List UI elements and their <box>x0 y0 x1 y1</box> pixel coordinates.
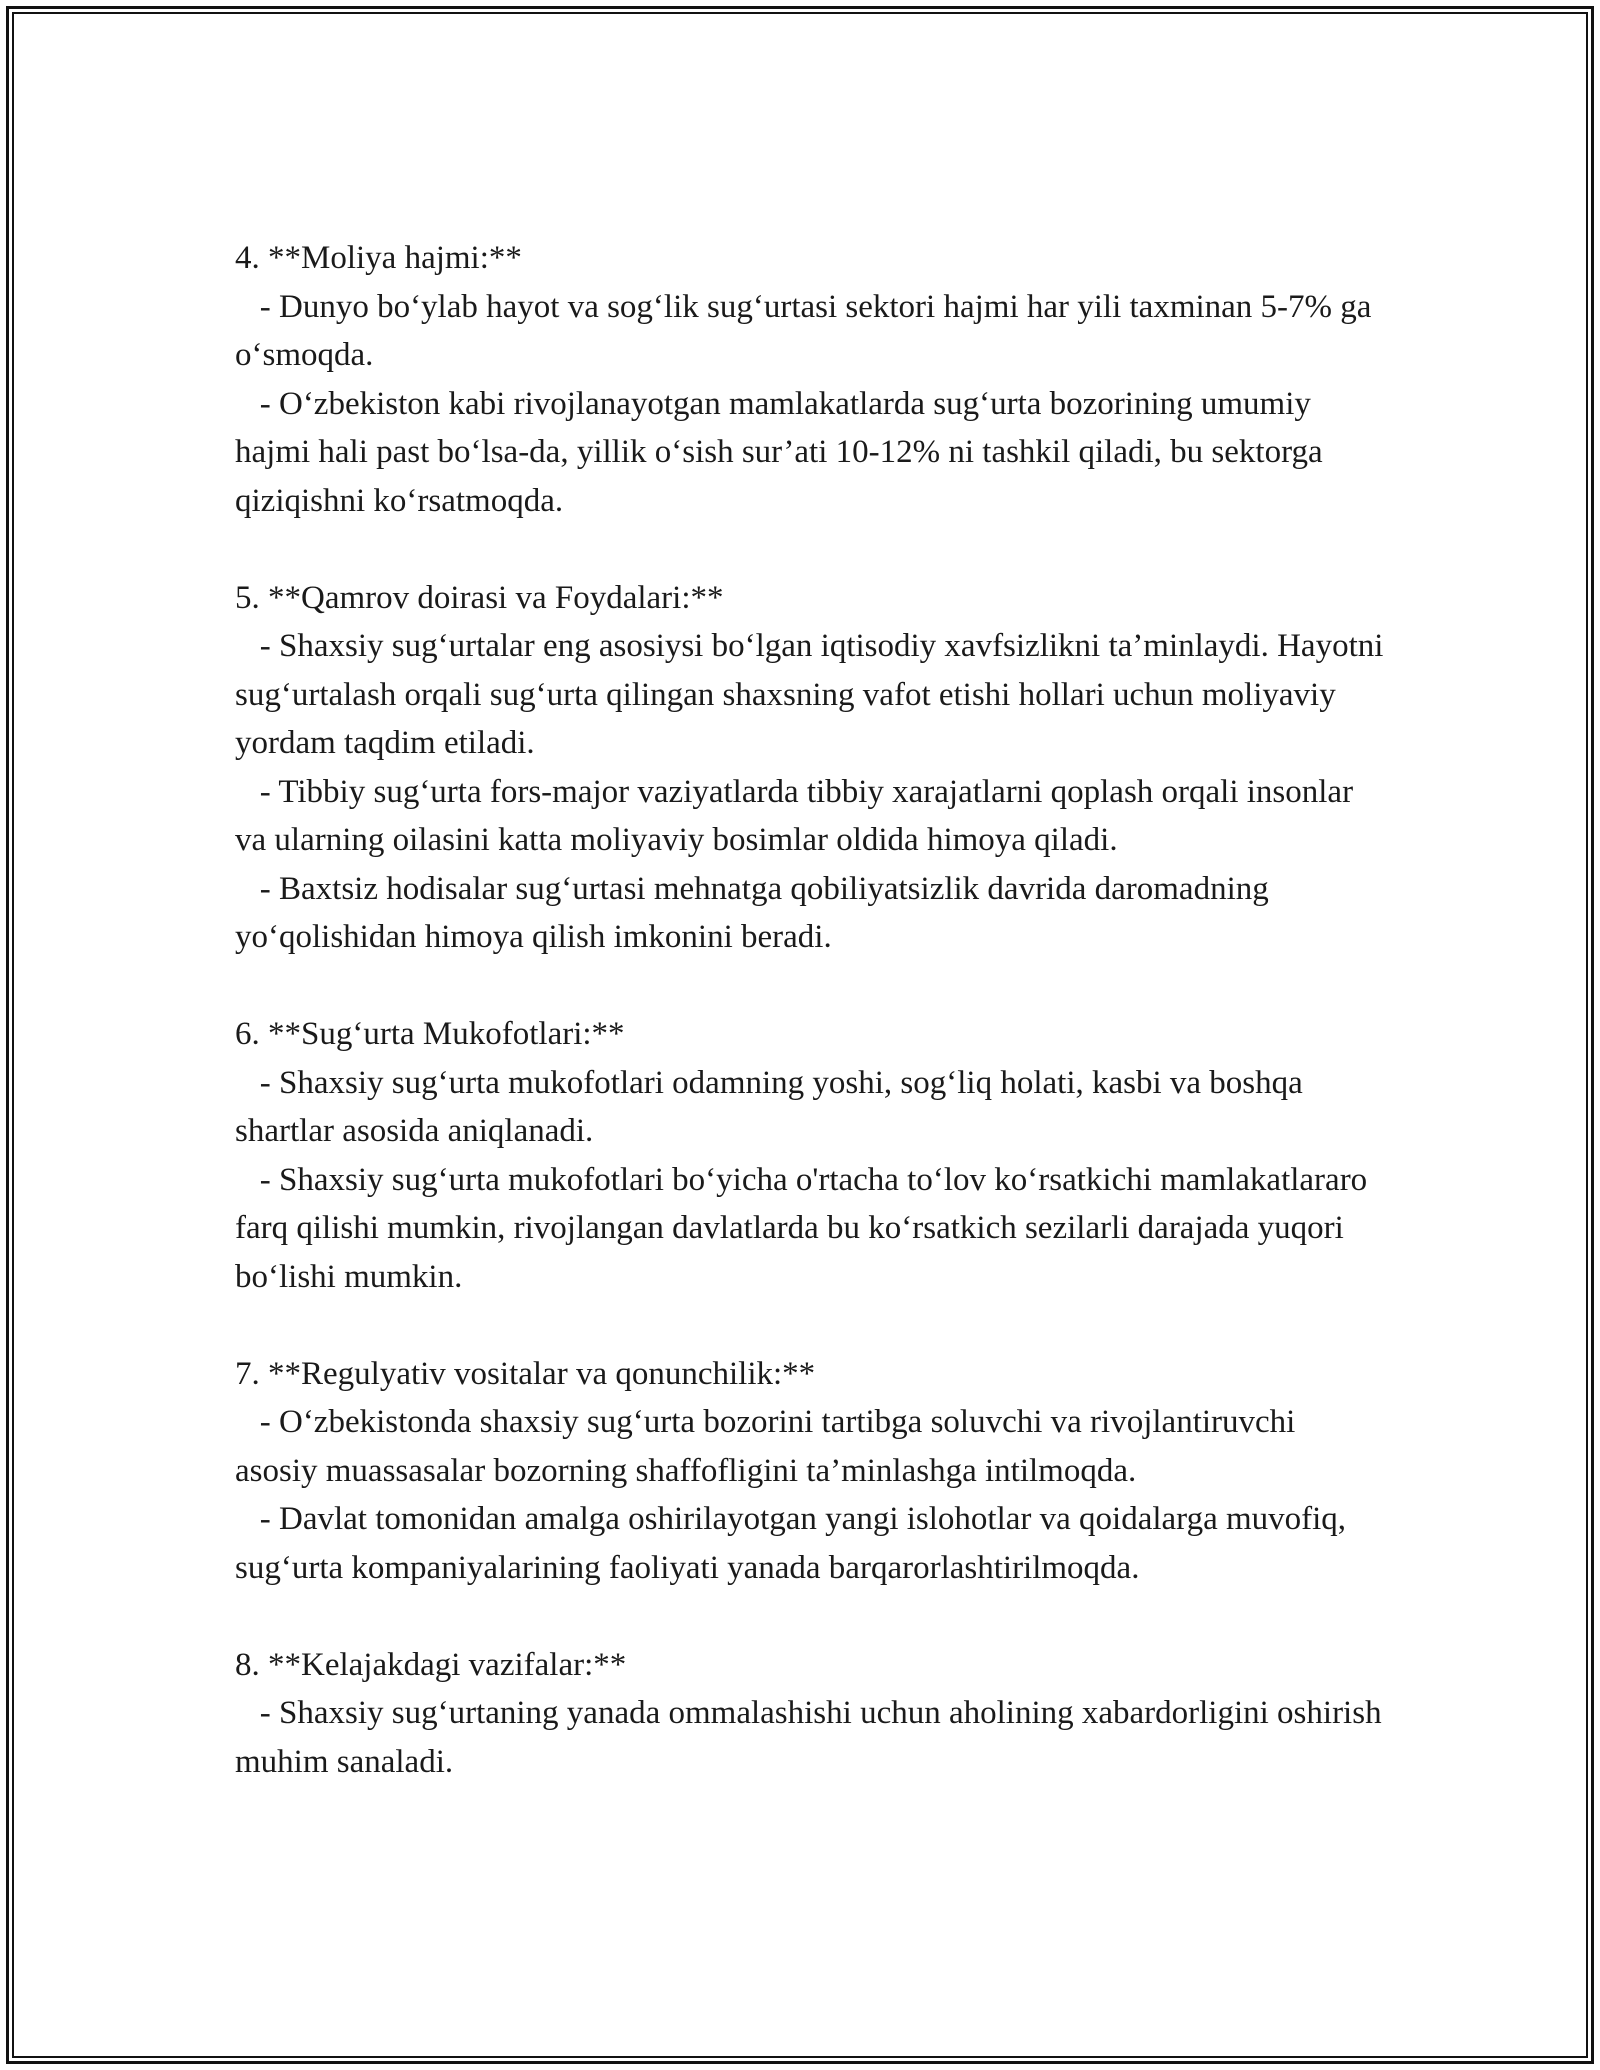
bullet-paragraph: - Shaxsiy sug‘urta mukofotlari odamning yoshi, sog‘liq holati, kasbi va boshqa shartlar asosida aniqlanadi. <box>235 1064 1312 1149</box>
bullet-paragraph: - Shaxsiy sug‘urta mukofotlari bo‘yicha o'rtacha to‘lov ko‘rsatkichi mamlakatlararo farq qilishi mumkin, rivojlangan davlatlarda bu ko‘rsatkich sezilarli darajada yuqori bo‘lishi mumkin. <box>235 1161 1376 1295</box>
bullet-paragraph: - Baxtsiz hodisalar sug‘urtasi mehnatga qobiliyatsizlik davrida daromadning yo‘qolishidan himoya qilish imkonini beradi. <box>235 870 1277 955</box>
document-body <box>235 234 1392 1786</box>
bullet-paragraph: - Shaxsiy sug‘urtalar eng asosiysi bo‘lgan iqtisodiy xavfsizlikni ta’minlaydi. Hayotni sug‘urtalash orqali sug‘urta qilingan shaxsning vafot etishi hollari uchun moliyaviy yordam taqdim etiladi. <box>235 628 1392 761</box>
section-heading: 5. **Qamrov doirasi va Foydalari:** <box>235 579 724 616</box>
section-heading: 4. **Moliya hajmi:** <box>235 240 522 276</box>
section-sugurta-mukofotlari <box>235 1010 1385 1301</box>
bullet-paragraph: - O‘zbekiston kabi rivojlanayotgan mamlakatlarda sug‘urta bozorining umumiy hajmi hali past bo‘lsa-da, yillik o‘sish sur’ati 10-12% ni tashkil qiladi, bu sektorga qiziqishni ko‘rsatmoqda. <box>235 385 1331 519</box>
section-moliya-hajmi <box>235 234 1385 525</box>
section-heading: 8. **Kelajakdagi vazifalar:** <box>235 1646 627 1683</box>
section-regulyativ-vositalar <box>235 1350 1385 1593</box>
bullet-paragraph: - Dunyo bo‘ylab hayot va sog‘lik sug‘urtasi sektori hajmi har yili taxminan 5-7% ga o‘smoqda. <box>235 288 1380 373</box>
bullet-paragraph: - Tibbiy sug‘urta fors-major vaziyatlarda tibbiy xarajatlarni qoplash orqali insonlar va ularning oilasini katta moliyaviy bosimlar oldida himoya qiladi. <box>235 773 1362 858</box>
section-heading: 6. **Sug‘urta Mukofotlari:** <box>235 1016 625 1052</box>
bullet-paragraph: - Shaxsiy sug‘urtaning yanada ommalashishi uchun aholining xabardorligini oshirish muhim sanaladi. <box>235 1695 1390 1780</box>
section-heading: 7. **Regulyativ vositalar va qonunchilik:** <box>235 1355 816 1392</box>
bullet-paragraph: - Davlat tomonidan amalga oshirilayotgan yangi islohotlar va qoidalarga muvofiq, sug‘urta kompaniyalarining faoliyati yanada barqarorlashtirilmoqda. <box>235 1501 1355 1586</box>
bullet-paragraph: - O‘zbekistonda shaxsiy sug‘urta bozorini tartibga soluvchi va rivojlantiruvchi asosiy muassasalar bozorning shaffofligini ta’minlashga intilmoqda. <box>235 1404 1304 1489</box>
section-qamrov-doirasi <box>235 574 1392 962</box>
section-kelajakdagi-vazifalar <box>235 1641 1390 1787</box>
